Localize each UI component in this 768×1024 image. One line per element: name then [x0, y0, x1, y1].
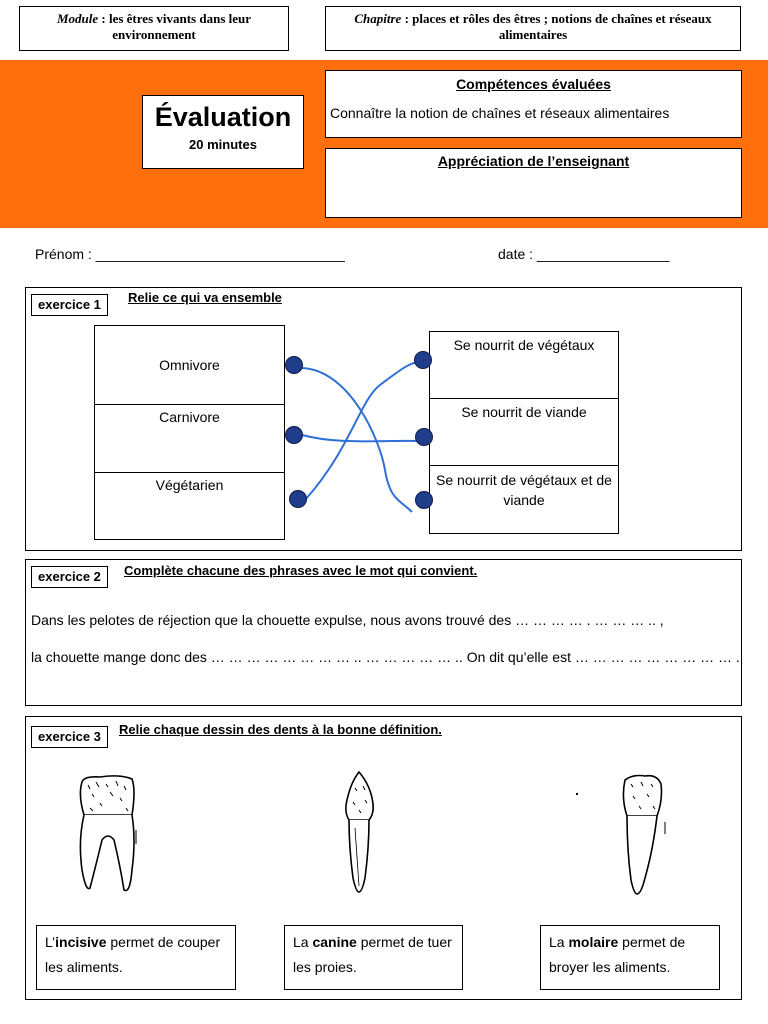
- def-canine-term: canine: [312, 934, 357, 950]
- right-item-vegetaux[interactable]: Se nourrit de végétaux: [429, 331, 619, 399]
- dot-vegetarien[interactable]: [289, 490, 307, 508]
- dot-vegetaux-et-viande[interactable]: [415, 491, 433, 509]
- dot-viande[interactable]: [415, 428, 433, 446]
- marker-dot: [576, 793, 578, 795]
- dot-vegetaux[interactable]: [414, 351, 432, 369]
- def-canine-pre: La: [293, 934, 313, 950]
- right-item-vegetaux-et-viande[interactable]: Se nourrit de végétaux et de viande: [429, 465, 619, 534]
- exercise2-box: [25, 559, 742, 706]
- def-incisive-pre: L’: [45, 934, 56, 950]
- exercise2-label: exercice 2: [31, 566, 108, 588]
- prenom-field[interactable]: Prénom : ________________________________: [35, 246, 345, 262]
- def-incisive[interactable]: [36, 925, 236, 990]
- evaluation-title: Évaluation: [154, 102, 292, 132]
- module-label: Module: [56, 11, 99, 26]
- def-molaire[interactable]: [540, 925, 720, 990]
- competences-title: Compétences évaluées: [456, 76, 611, 92]
- appreciation-title: Appréciation de l’enseignant: [437, 153, 630, 169]
- def-incisive-post: permet de couper les aliments.: [45, 934, 221, 975]
- chapitre-label: Chapitre: [354, 11, 402, 26]
- left-item-vegetarien[interactable]: Végétarien: [94, 472, 285, 540]
- incisor-tooth-drawing: [605, 770, 675, 900]
- molar-tooth-drawing: [70, 770, 150, 900]
- date-field[interactable]: date : _________________: [498, 246, 670, 262]
- def-incisive-term: incisive: [55, 934, 107, 950]
- def-molaire-term: molaire: [568, 934, 619, 950]
- def-canine-post: permet de tuer les proies.: [293, 934, 452, 975]
- def-molaire-pre: La: [549, 934, 569, 950]
- exercise1-title: Relie ce qui va ensemble: [128, 290, 282, 305]
- evaluation-duration: 20 minutes: [189, 137, 257, 152]
- dot-carnivore[interactable]: [285, 426, 303, 444]
- exercise2-title: Complète chacune des phrases avec le mot qui convient.: [124, 563, 478, 578]
- exercise1-label: exercice 1: [31, 294, 108, 316]
- module-text: : les êtres vivants dans leur environnement: [98, 11, 252, 42]
- dot-omnivore[interactable]: [285, 356, 303, 374]
- line-carnivore-viande: [302, 435, 420, 441]
- exercise3-title: Relie chaque dessin des dents à la bonne définition.: [119, 722, 442, 737]
- left-item-carnivore[interactable]: Carnivore: [94, 404, 285, 473]
- line-vegetarien-vegetaux: [305, 362, 420, 500]
- def-molaire-post: permet de broyer les aliments.: [549, 934, 686, 975]
- left-item-omnivore[interactable]: Omnivore: [94, 325, 285, 405]
- chapitre-text: : places et rôles des êtres ; notions de chaînes et réseaux alimentaires: [401, 11, 712, 42]
- def-canine[interactable]: [284, 925, 463, 990]
- exercise3-label: exercice 3: [31, 726, 108, 748]
- right-item-viande[interactable]: Se nourrit de viande: [429, 398, 619, 466]
- canine-tooth-drawing: [335, 768, 385, 898]
- exercise2-line1[interactable]: Dans les pelotes de réjection que la chouette expulse, nous avons trouvé des … … … … . … … … .. ,: [31, 612, 664, 628]
- exercise2-line2[interactable]: la chouette mange donc des … … … … … … … … .. … … … … … .. On dit qu’elle est … … … … … … … … … .: [31, 649, 740, 665]
- competences-text: Connaître la notion de chaînes et réseaux alimentaires: [330, 105, 670, 121]
